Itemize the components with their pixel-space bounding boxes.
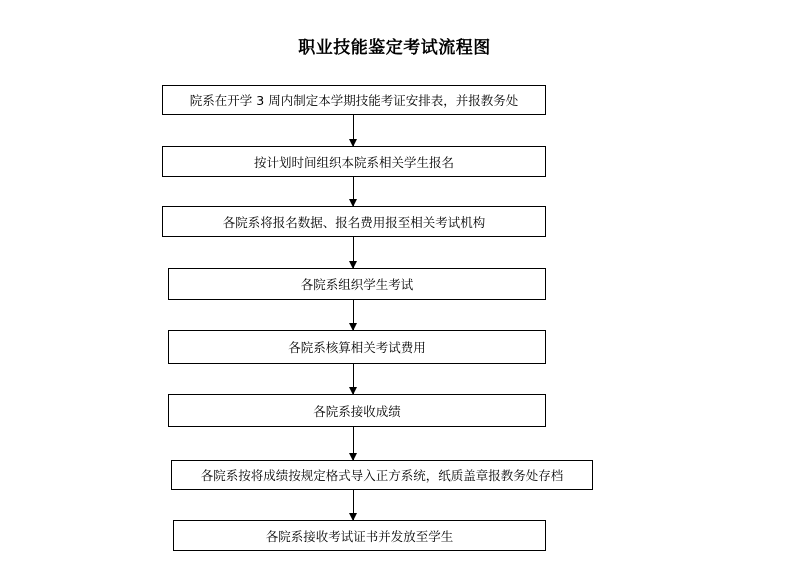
step-5-box: [168, 330, 546, 364]
arrow-7-to-8: [353, 490, 354, 520]
step-1-label: 院系在开学 3 周内制定本学期技能考证安排表，并报教务处: [189, 93, 519, 108]
step-3-box: [162, 206, 546, 237]
step-4-box: [168, 268, 546, 300]
step-2-box: [162, 146, 546, 177]
step-8-label: 各院系接收考试证书并发放至学生: [265, 528, 454, 544]
arrow-3-to-4: [353, 237, 354, 268]
page-title: 职业技能鉴定考试流程图: [298, 38, 491, 58]
arrow-5-to-6: [353, 364, 354, 394]
step-5-label: 各院系核算相关考试费用: [288, 340, 426, 355]
step-6-label: 各院系接收成绩: [313, 403, 401, 419]
step-8-box: [173, 520, 546, 551]
step-2-label: 按计划时间组织本院系相关学生报名: [253, 154, 454, 170]
step-7-box: [171, 460, 593, 490]
step-3-label: 各院系将报名数据、报名费用报至相关考试机构: [222, 214, 486, 230]
step-6-box: [168, 394, 546, 427]
arrow-4-to-5: [353, 300, 354, 330]
arrow-6-to-7: [353, 427, 354, 460]
step-7-label: 各院系按将成绩按规定格式导入正方系统，纸质盖章报教务处存档: [200, 468, 564, 483]
step-1-box: [162, 85, 546, 115]
arrow-1-to-2: [353, 115, 354, 146]
step-4-label: 各院系组织学生考试: [300, 277, 414, 292]
arrow-2-to-3: [353, 177, 354, 206]
